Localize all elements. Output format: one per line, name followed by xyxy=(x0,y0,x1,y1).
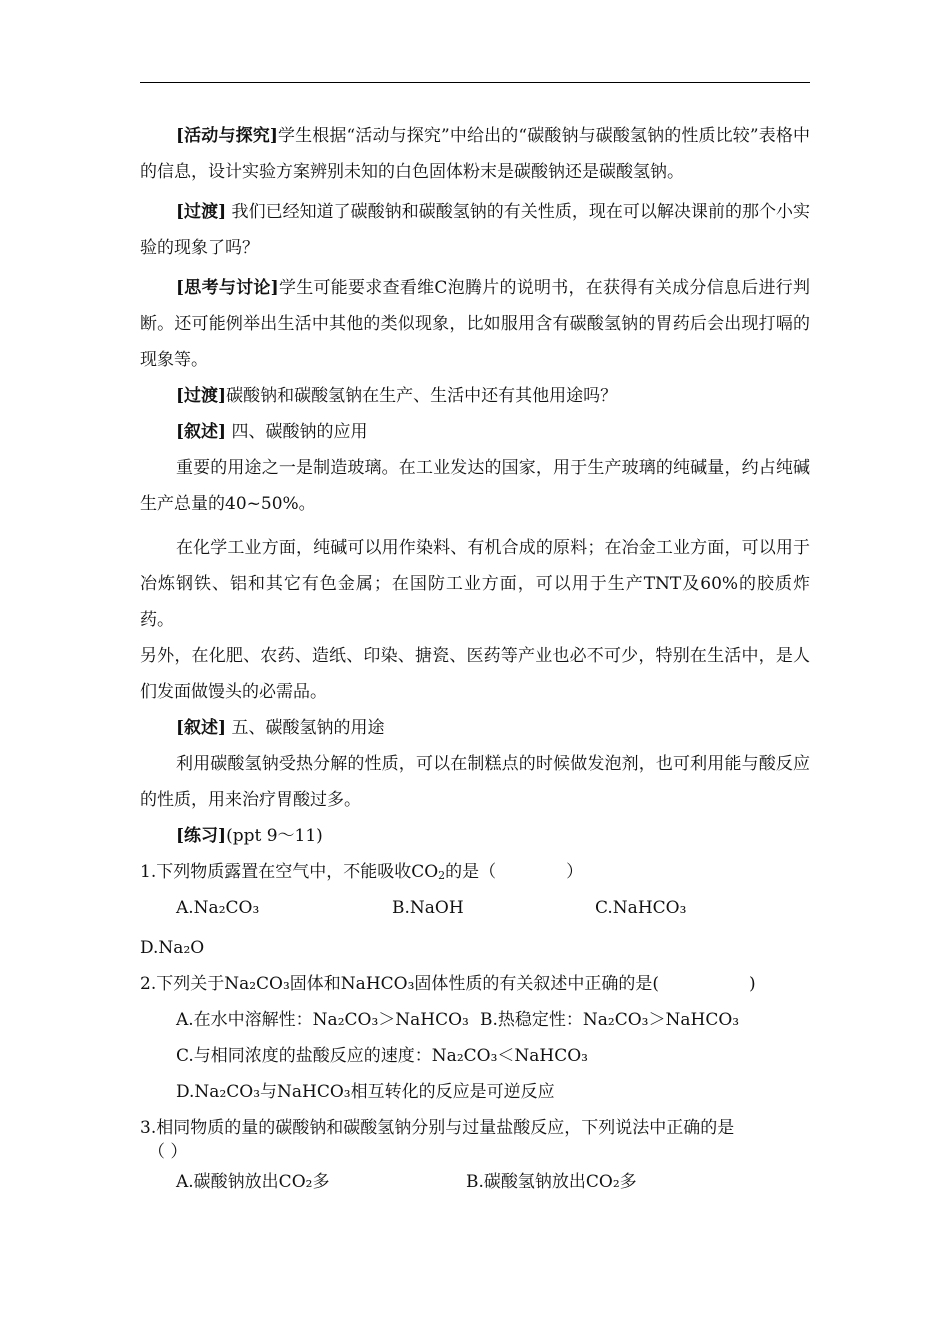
question-3-options xyxy=(140,1164,810,1200)
question-3-paren: （ ） xyxy=(148,1142,188,1162)
subscript: 2 xyxy=(438,869,446,882)
option-a: A.在水中溶解性：Na₂CO₃＞NaHCO₃ xyxy=(176,1010,469,1030)
paragraph-transition-2 xyxy=(140,378,810,414)
question-2-stem xyxy=(140,966,810,1002)
tag-narration: [叙述] xyxy=(176,718,227,738)
option-a: A.Na₂CO₃ xyxy=(176,898,260,918)
document-body xyxy=(140,118,810,1200)
option-b: B.碳酸氢钠放出CO₂多 xyxy=(466,1172,637,1192)
paragraph-discussion xyxy=(140,270,810,378)
paren: ） xyxy=(566,862,584,882)
paren: ) xyxy=(749,974,756,994)
q1-stem-text: 的是（ xyxy=(445,862,497,882)
question-3-stem: 3.相同物质的量的碳酸钠和碳酸氢钠分别与过量盐酸反应，下列说法中正确的是 xyxy=(140,1118,735,1138)
paragraph-text: 学生根据“活动与探究”中给出的“碳酸钠与碳酸氢钠的性质比较”表格中的信息，设计实验方案辨别未知的白色固体粉末是碳酸钠还是碳酸氢钠。 xyxy=(140,126,811,182)
option-b: B.NaOH xyxy=(392,898,464,918)
option-b: B.热稳定性：Na₂CO₃＞NaHCO₃ xyxy=(480,1010,740,1030)
option-c: C.NaHCO₃ xyxy=(595,898,687,918)
tag-narration: [叙述] xyxy=(176,422,227,442)
paragraph-exercise xyxy=(140,818,810,854)
tag-discussion: [思考与讨论] xyxy=(176,278,279,298)
option-a: A.碳酸钠放出CO₂多 xyxy=(176,1172,330,1192)
section-heading: 四、碳酸钠的应用 xyxy=(226,422,368,442)
paragraph-narration-4 xyxy=(140,414,810,450)
paragraph-text: 学生可能要求查看维C泡腾片的说明书，在获得有关成分信息后进行判断。还可能例举出生活中其他的类似现象，比如服用含有碳酸氢钠的胃药后会出现打嗝的现象等。 xyxy=(140,278,810,370)
paragraph-other-uses: 另外，在化肥、农药、造纸、印染、搪瓷、医药等产业也必不可少，特别在生活中，是人们发面做馒头的必需品。 xyxy=(140,646,810,702)
exercise-ref: (ppt 9～11) xyxy=(226,826,323,846)
paragraph-text: 我们已经知道了碳酸钠和碳酸氢钠的有关性质，现在可以解决课前的那个小实验的现象了吗？ xyxy=(140,202,811,258)
paragraph-industry: 在化学工业方面，纯碱可以用作染料、有机合成的原料；在冶金工业方面，可以用于冶炼钢铁、铝和其它有色金属；在国防工业方面，可以用于生产TNT及60%的胶质炸药。 xyxy=(140,538,810,630)
paragraph-transition-1 xyxy=(140,194,810,266)
q1-stem-text: 1.下列物质露置在空气中，不能吸收CO xyxy=(140,862,439,882)
tag-exercise: [练习] xyxy=(176,826,227,846)
option-d: D.Na₂CO₃与NaHCO₃相互转化的反应是可逆反应 xyxy=(176,1082,555,1102)
paragraph-activity xyxy=(140,118,810,190)
q2-stem-text: 2.下列关于Na₂CO₃固体和NaHCO₃固体性质的有关叙述中正确的是( xyxy=(140,974,660,994)
option-c: C.与相同浓度的盐酸反应的速度：Na₂CO₃＜NaHCO₃ xyxy=(176,1046,588,1066)
tag-transition: [过渡] xyxy=(176,386,227,406)
paragraph-narration-5 xyxy=(140,710,810,746)
question-2-options-ab xyxy=(140,1002,810,1038)
tag-transition: [过渡] xyxy=(176,202,227,222)
paragraph-glass: 重要的用途之一是制造玻璃。在工业发达的国家，用于生产玻璃的纯碱量，约占纯碱生产总量的40~50%。 xyxy=(140,458,810,514)
option-d: D.Na₂O xyxy=(140,938,205,958)
question-1-stem xyxy=(140,854,810,890)
header-rule xyxy=(140,82,810,83)
paragraph-bicarbonate-uses: 利用碳酸氢钠受热分解的性质，可以在制糕点的时候做发泡剂，也可利用能与酸反应的性质，用来治疗胃酸过多。 xyxy=(140,754,810,810)
question-1-options xyxy=(140,890,810,926)
tag-activity: [活动与探究] xyxy=(176,126,278,146)
paragraph-text: 碳酸钠和碳酸氢钠在生产、生活中还有其他用途吗？ xyxy=(226,386,618,406)
section-heading: 五、碳酸氢钠的用途 xyxy=(226,718,385,738)
